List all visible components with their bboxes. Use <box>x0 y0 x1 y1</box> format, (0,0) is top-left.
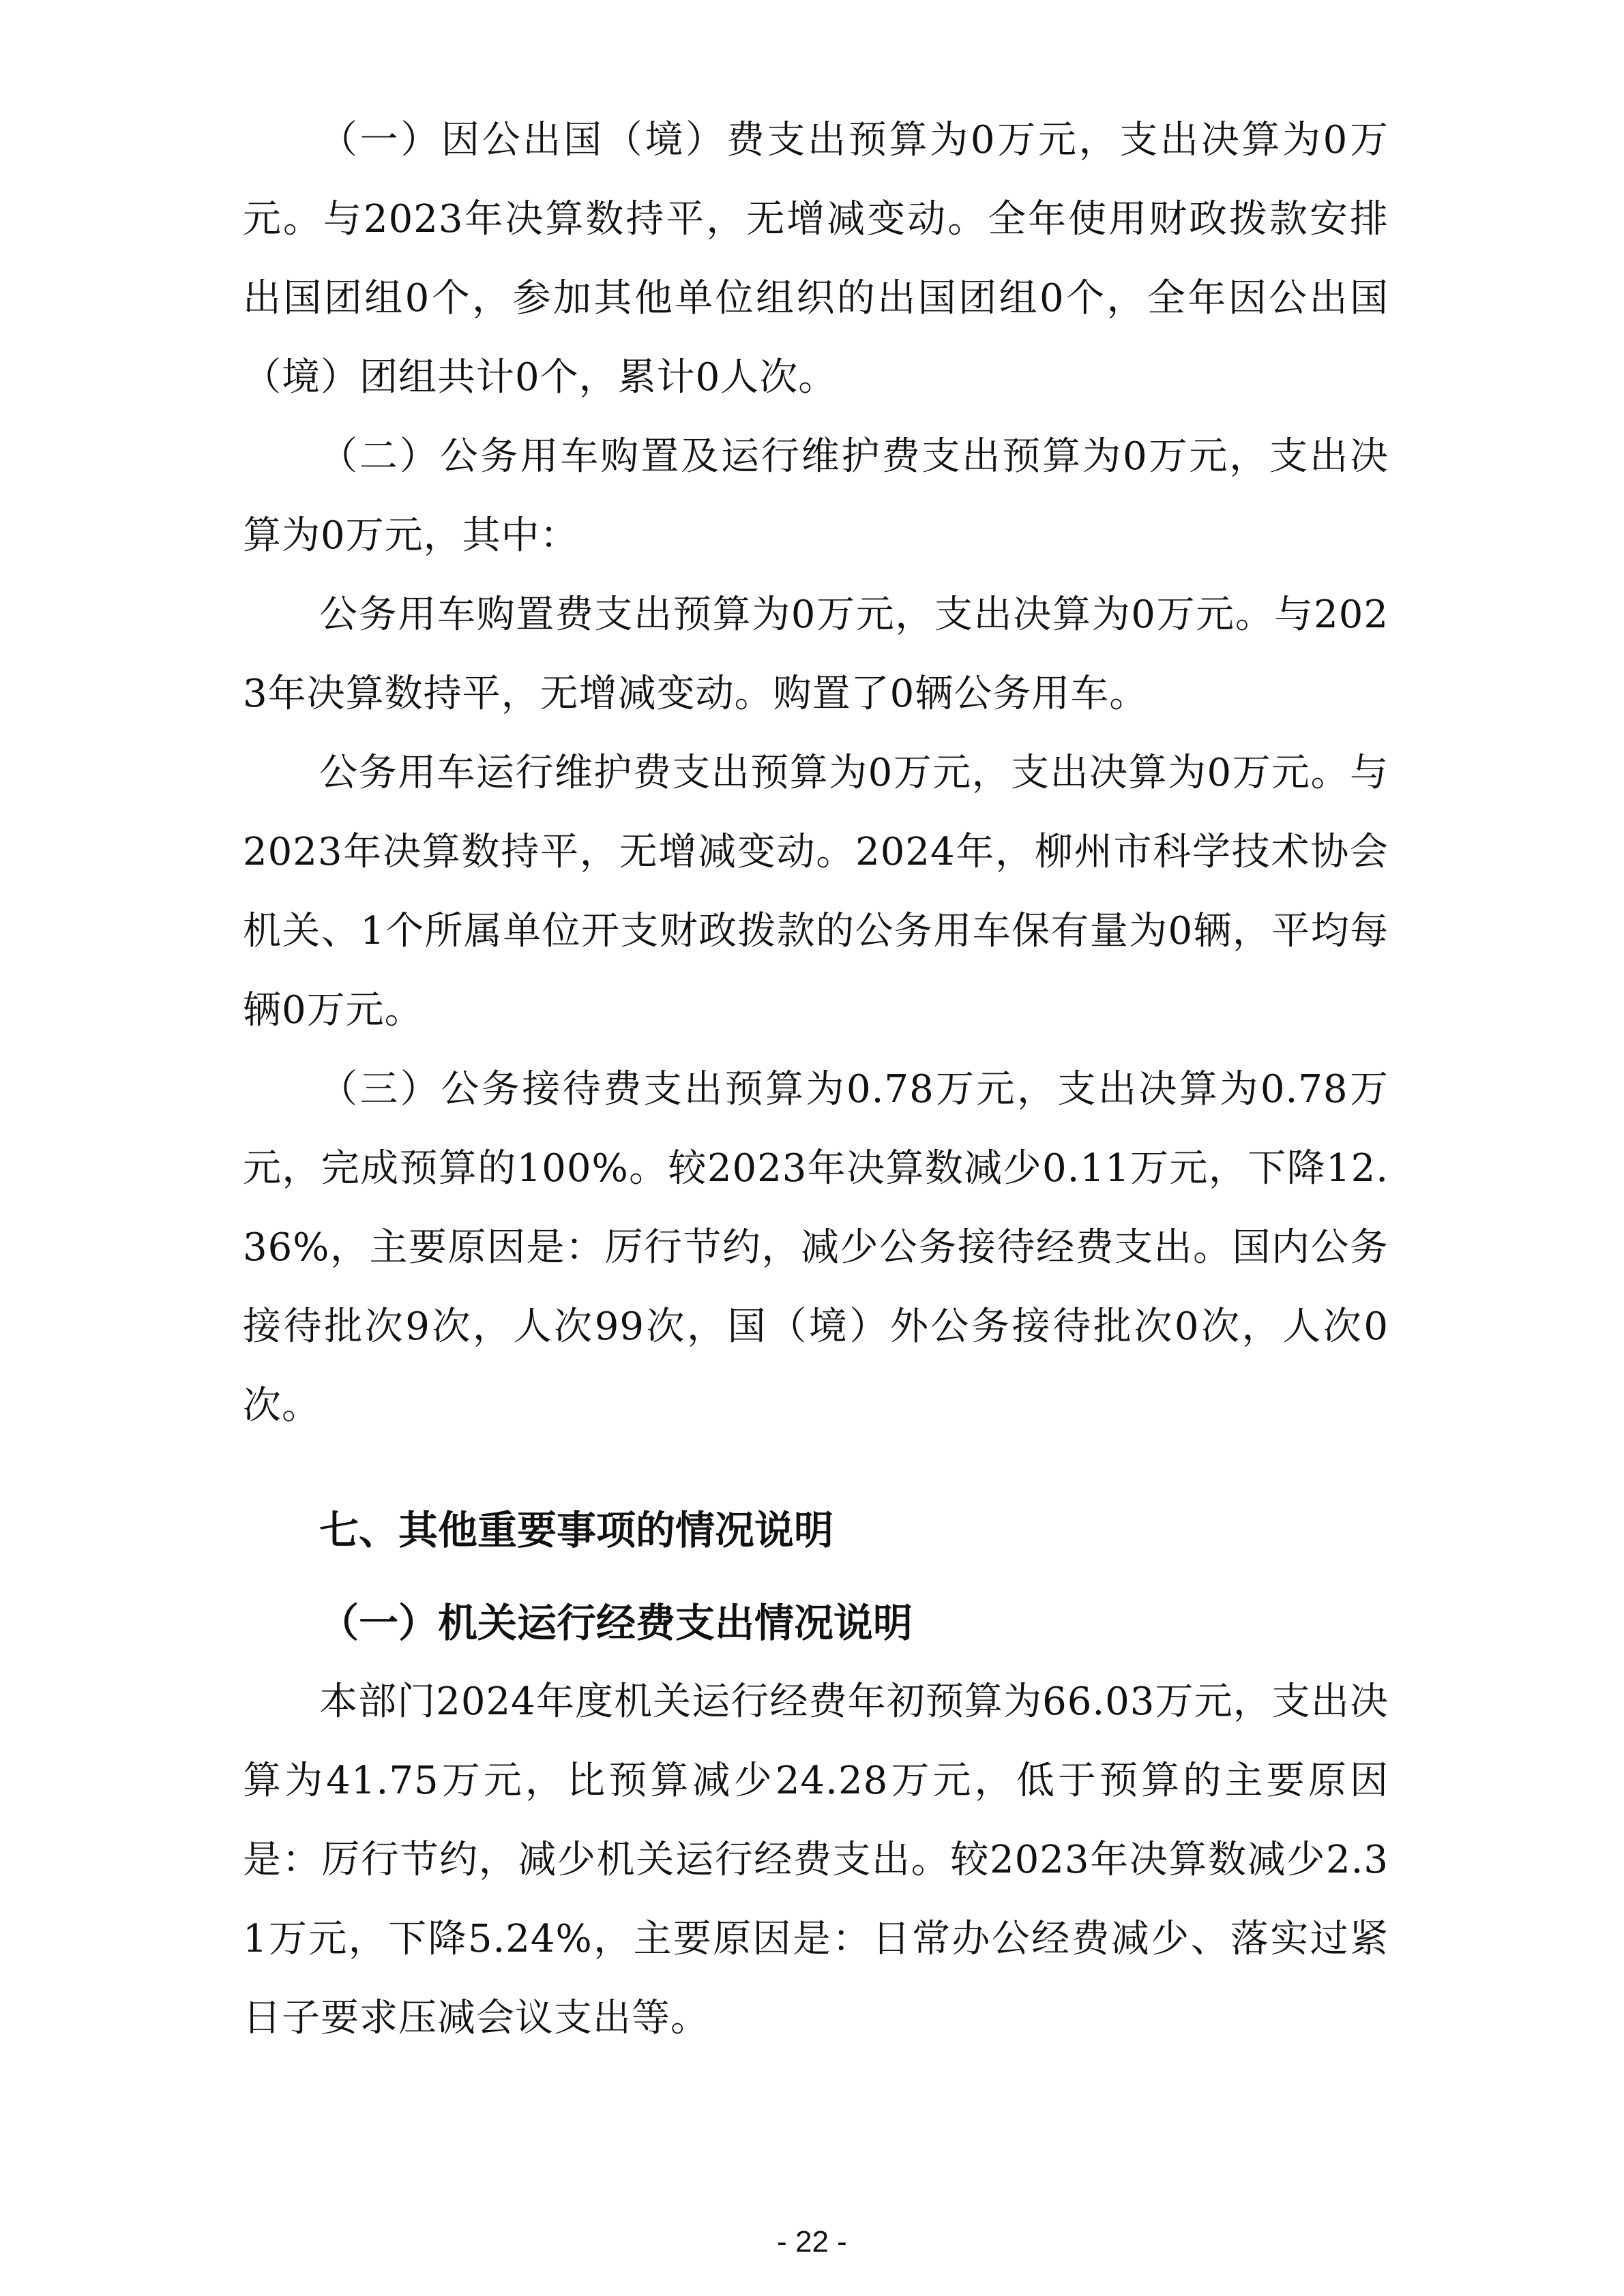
document-body <box>243 101 1389 2058</box>
paragraph-vehicle-maintenance: 公务用车运行维护费支出预算为0万元，支出决算为0万元。与2023年决算数持平，无增减变动。2024年，柳州市科学技术协会机关、1个所属单位开支财政拨款的公务用车保有量为0辆，平均每辆0万元。 <box>243 751 1389 1032</box>
paragraph-overseas-travel: （一）因公出国（境）费支出预算为0万元，支出决算为0万元。与2023年决算数持平，无增减变动。全年使用财政拨款安排出国团组0个，参加其他单位组织的出国团组0个，全年因公出国（境）团组共计0个，累计0人次。 <box>243 118 1389 400</box>
page-number: - 22 - <box>777 2225 847 2258</box>
section-heading-other-matters: 七、其他重要事项的情况说明 <box>319 1507 834 1553</box>
subsection-heading-operating-expenses: （一）机关运行经费支出情况说明 <box>319 1600 913 1646</box>
paragraph-official-vehicles: （二）公务用车购置及运行维护费支出预算为0万元，支出决算为0万元，其中： <box>243 434 1389 558</box>
paragraph-vehicle-purchase: 公务用车购置费支出预算为0万元，支出决算为0万元。与2023年决算数持平，无增减变动。购置了0辆公务用车。 <box>243 593 1389 716</box>
paragraph-operating-expenses: 本部门2024年度机关运行经费年初预算为66.03万元，支出决算为41.75万元，比预算减少24.28万元，低于预算的主要原因是：厉行节约，减少机关运行经费支出。较2023年决算数减少2.31万元，下降5.24%，主要原因是：日常办公经费减少、落实过紧日子要求压减会议支出等。 <box>243 1680 1389 2040</box>
paragraph-reception-expenses: （三）公务接待费支出预算为0.78万元，支出决算为0.78万元，完成预算的100%。较2023年决算数减少0.11万元，下降12.36%，主要原因是：厉行节约，减少公务接待经费支出。国内公务接待批次9次，人次99次，国（境）外公务接待批次0次，人次0次。 <box>243 1067 1389 1428</box>
